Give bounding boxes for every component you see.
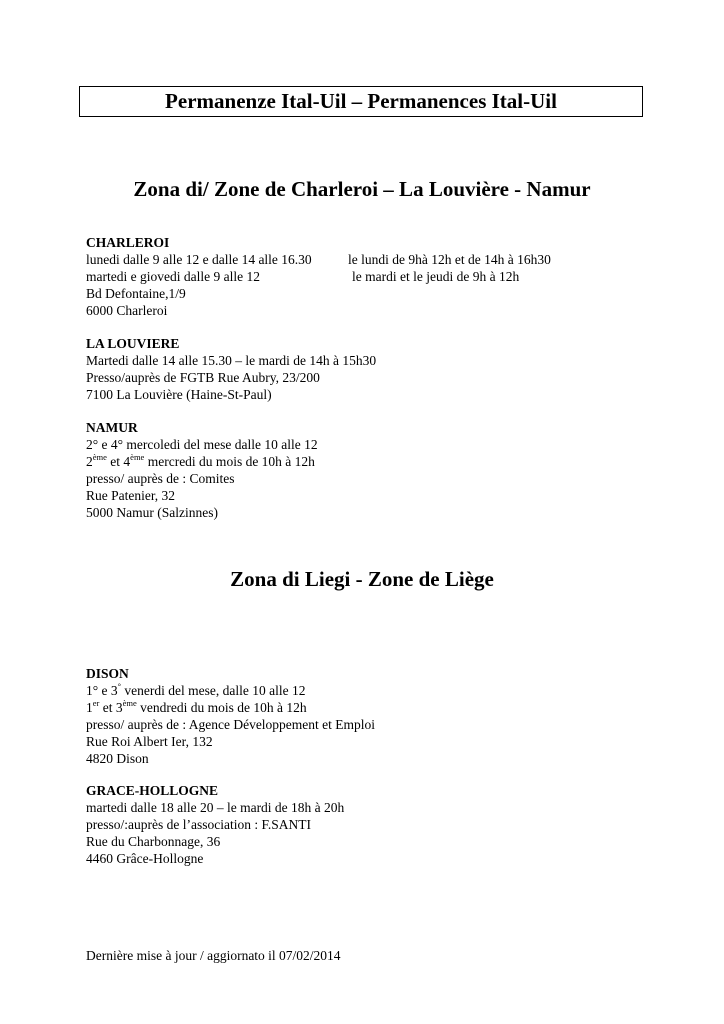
hours-line (86, 251, 646, 268)
office-name: LA LOUVIERE (86, 336, 180, 351)
zone-heading-liege: Zona di Liegi - Zone de Liège (230, 567, 494, 591)
hours-line: Martedi dalle 14 alle 15.30 – le mardi de 14h à 15h30 (86, 353, 377, 368)
hours-line (86, 453, 318, 470)
address-host: presso/ auprès de : Agence Développement et Emploi (86, 717, 376, 732)
address-host: presso/ auprès de : Comites (86, 471, 235, 486)
hours-line: martedi dalle 18 alle 20 – le mardi de 18h à 20h (86, 800, 345, 815)
office-name: NAMUR (86, 420, 138, 435)
last-updated: Dernière mise à jour / aggiornato il 07/02/2014 (86, 948, 341, 963)
hours-line (86, 682, 375, 699)
address-city: 5000 Namur (Salzinnes) (86, 505, 218, 520)
hours-fragment: mercredi du mois de 10h à 12h (144, 454, 315, 469)
office-name: CHARLEROI (86, 235, 170, 250)
hours-fr: le lundi de 9hà 12h et de 14h à 16h30 (348, 252, 551, 267)
address-host: presso/:auprès de l’association : F.SANTI (86, 817, 312, 832)
hours-fragment: et 4 (106, 454, 131, 469)
address-city: 4820 Dison (86, 751, 149, 766)
hours-fragment: 2 (86, 454, 93, 469)
hours-fragment: venerdi del mese, dalle 10 alle 12 (121, 683, 306, 698)
hours-it: martedi e giovedi dalle 9 alle 12 (86, 269, 260, 284)
address-street: Rue du Charbonnage, 36 (86, 834, 221, 849)
ordinal-suffix: er (92, 697, 100, 708)
address-street: Rue Patenier, 32 (86, 488, 176, 503)
office-name: DISON (86, 666, 129, 681)
ordinal-suffix: ème (130, 451, 145, 462)
office-la-louviere (86, 335, 376, 403)
hours-fragment: vendredi du mois de 10h à 12h (136, 700, 307, 715)
address-street: Bd Defontaine,1/9 (86, 286, 186, 301)
office-dison (86, 665, 375, 767)
zone-heading-charleroi: Zona di/ Zone de Charleroi – La Louvière - Namur (133, 177, 591, 201)
office-namur (86, 419, 318, 521)
hours-fragment: 1 (86, 700, 93, 715)
hours-it: lunedi dalle 9 alle 12 e dalle 14 alle 16.30 (86, 252, 312, 267)
address-street: Presso/auprès de FGTB Rue Aubry, 23/200 (86, 370, 320, 385)
address-street: Rue Roi Albert Ier, 132 (86, 734, 213, 749)
address-city: 7100 La Louvière (Haine-St-Paul) (86, 387, 272, 402)
ordinal-suffix: ème (92, 451, 107, 462)
hours-line (86, 699, 375, 716)
hours-fragment: 1° e 3 (86, 683, 118, 698)
office-name: GRACE-HOLLOGNE (86, 783, 219, 798)
address-city: 4460 Grâce-Hollogne (86, 851, 204, 866)
ordinal-suffix: ° (117, 680, 122, 691)
ordinal-suffix: ème (122, 697, 137, 708)
hours-line: 2° e 4° mercoledi del mese dalle 10 alle 12 (86, 437, 318, 452)
hours-fr: le mardi et le jeudi de 9h à 12h (352, 269, 520, 284)
office-charleroi (86, 234, 646, 319)
hours-fragment: et 3 (99, 700, 123, 715)
office-grace-hollogne (86, 782, 344, 867)
page-title: Permanenze Ital-Uil – Permanences Ital-Uil (79, 86, 643, 117)
hours-line (86, 268, 646, 285)
address-city: 6000 Charleroi (86, 303, 168, 318)
